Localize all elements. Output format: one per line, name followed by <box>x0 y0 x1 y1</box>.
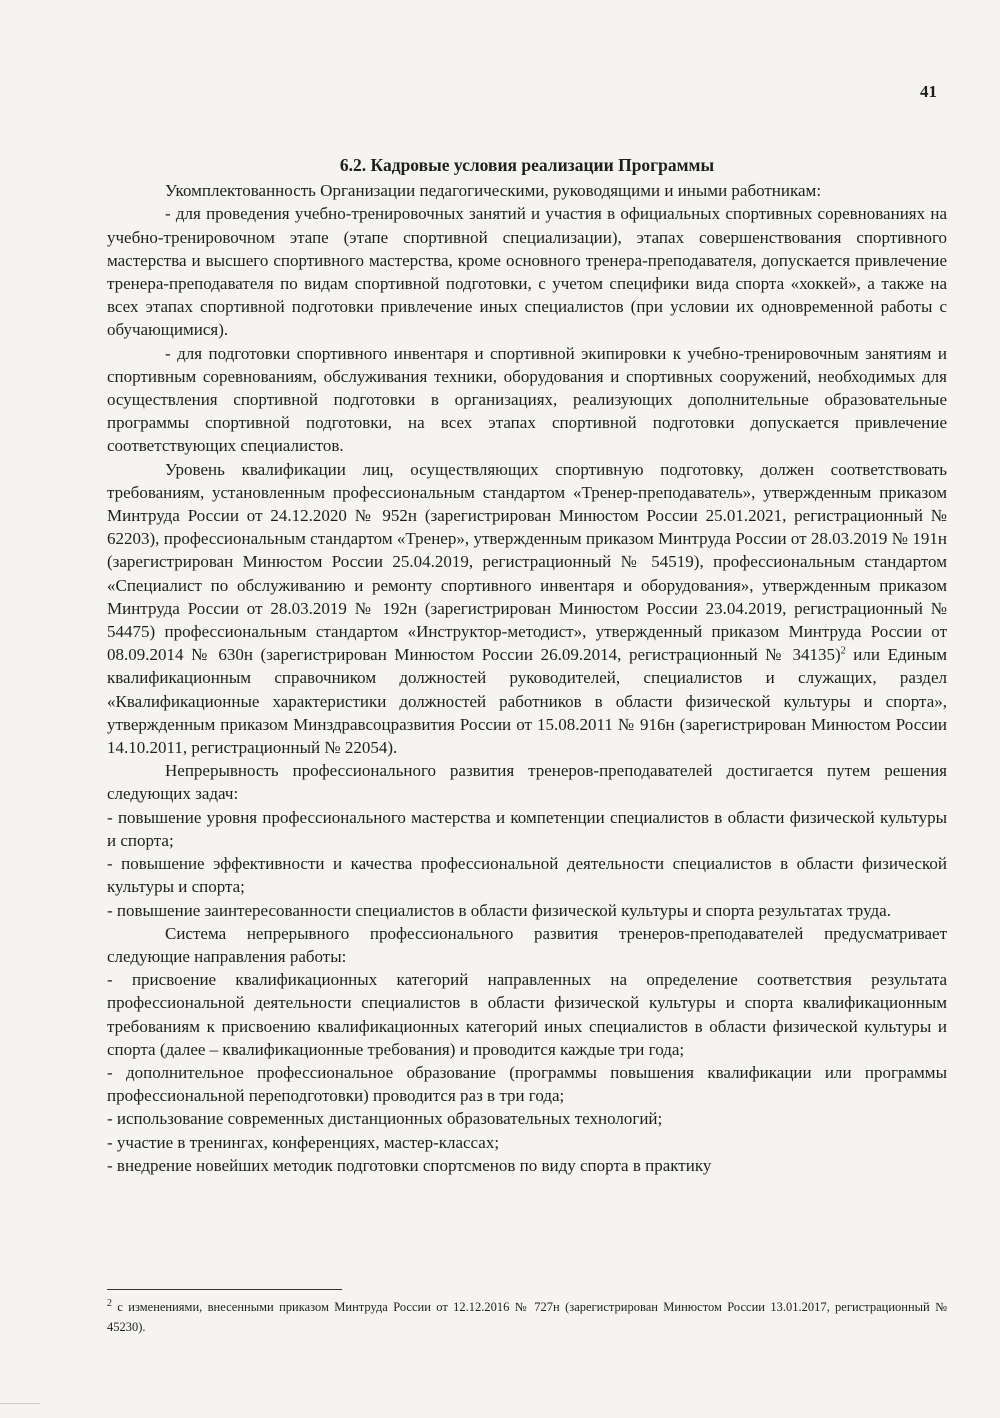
qualification-text: Уровень квалификации лиц, осуществляющих спортивную подготовку, должен соответствовать требованиям, установленным профессиональным стандартом «Тренер-преподаватель», утвержденным приказом Минтруда России от 24.12.2020 № 952н (зарегистрирован Минюстом России 25.01.2021, регистрационный № 62203), профессиональным стандартом «Тренер», утвержденным приказом Минтруда России от 28.03.2019 № 191н (зарегистрирован Минюстом России 25.04.2019, регистрационный № 54519), профессиональным стандартом «Специалист по обслуживанию и ремонту спортивного инвентаря и оборудования», утвержденным приказом Минтруда России от 28.03.2019 № 192н (зарегистрирован Минюстом России 23.04.2019, регистрационный № 54475) профессиональным стандартом «Инструктор-методист», утвержденный приказом Минтруда России от 08.09.2014 № 630н (зарегистрирован Минюстом России 26.09.2014, регистрационный № 34135) <box>107 459 947 665</box>
footnote-reference: 2 <box>840 645 846 657</box>
paragraph-qualification <box>107 458 947 760</box>
list-item-direction-4: - участие в тренингах, конференциях, мастер-классах; <box>107 1132 500 1152</box>
footnote-text: с изменениями, внесенными приказом Минтруда России от 12.12.2016 № 727н (зарегистрирован Минюстом России 13.01.2017, регистрационный № 45230). <box>107 1300 948 1334</box>
document-body <box>107 154 947 1177</box>
list-item-direction-5: - внедрение новейших методик подготовки спортсменов по виду спорта в практику <box>107 1155 712 1175</box>
page-number: 41 <box>920 82 937 101</box>
paragraph-continuity: Непрерывность профессионального развития тренеров-преподавателей достигается путем решения следующих задач: <box>107 761 947 804</box>
footnote <box>107 1297 947 1337</box>
scan-edge-mark <box>0 1403 40 1418</box>
list-item-direction-1: - присвоение квалификационных категорий направленных на определение соответствия результата профессиональной деятельности специалистов в области физической культуры и спорта квалификационным требованиям к присвоению квалификационных категорий иных специалистов в области физической культуры и спорта (далее – квалификационные требования) и проводится каждые три года; <box>107 970 947 1059</box>
list-item-task-3: - повышение заинтересованности специалистов в области физической культуры и спорта результатах труда. <box>107 900 891 920</box>
list-item-task-2: - повышение эффективности и качества профессиональной деятельности специалистов в области физической культуры и спорта; <box>107 854 947 897</box>
footnote-marker: 2 <box>107 1297 112 1309</box>
footnote-divider <box>107 1289 342 1290</box>
paragraph-training-staff: - для проведения учебно-тренировочных занятий и участия в официальных спортивных соревнованиях на учебно-тренировочном этапе (этапе спортивной специализации), этапах совершенствования спортивного мастерства и высшего спортивного мастерства, кроме основного тренера-преподавателя, допускается привлечение тренера-преподавателя по видам спортивной подготовки, с учетом специфики вида спорта «хоккей», а также на всех этапах спортивной подготовки привлечение иных специалистов (при условии их одновременной работы с обучающимися). <box>107 204 947 340</box>
paragraph-staffing: Укомплектованность Организации педагогическими, руководящими и иными работникам: <box>165 181 822 201</box>
paragraph-equipment-staff: - для подготовки спортивного инвентаря и спортивной экипировки к учебно-тренировочным занятиям и спортивным соревнованиям, обслуживания техники, оборудования и спортивных сооружений, необходимых для осуществления спортивной подготовки в организациях, реализующих дополнительные образовательные программы спортивной подготовки, на всех этапах спортивной подготовки допускается привлечение соответствующих специалистов. <box>107 343 947 456</box>
list-item-direction-2: - дополнительное профессиональное образование (программы повышения квалификации или программы профессиональной переподготовки) проводится раз в три года; <box>107 1062 947 1106</box>
qualification-text-continued: или Единым квалификационным справочником должностей руководителей, специалистов и служащих, раздел «Квалификационные характеристики должностей работников в области физической культуры и спорта», утвержденным приказом Минздравсоцразвития России от 15.08.2011 № 916н (зарегистрирован Минюстом России 14.10.2011, регистрационный № 22054). <box>107 645 947 758</box>
paragraph-system: Система непрерывного профессионального развития тренеров-преподавателей предусматривает следующие направления работы: <box>107 923 947 966</box>
section-title: 6.2. Кадровые условия реализации Программы <box>339 155 715 175</box>
list-item-direction-3: - использование современных дистанционных образовательных технологий; <box>107 1109 663 1129</box>
list-item-task-1: - повышение уровня профессионального мастерства и компетенции специалистов в области физической культуры и спорта; <box>107 807 947 850</box>
